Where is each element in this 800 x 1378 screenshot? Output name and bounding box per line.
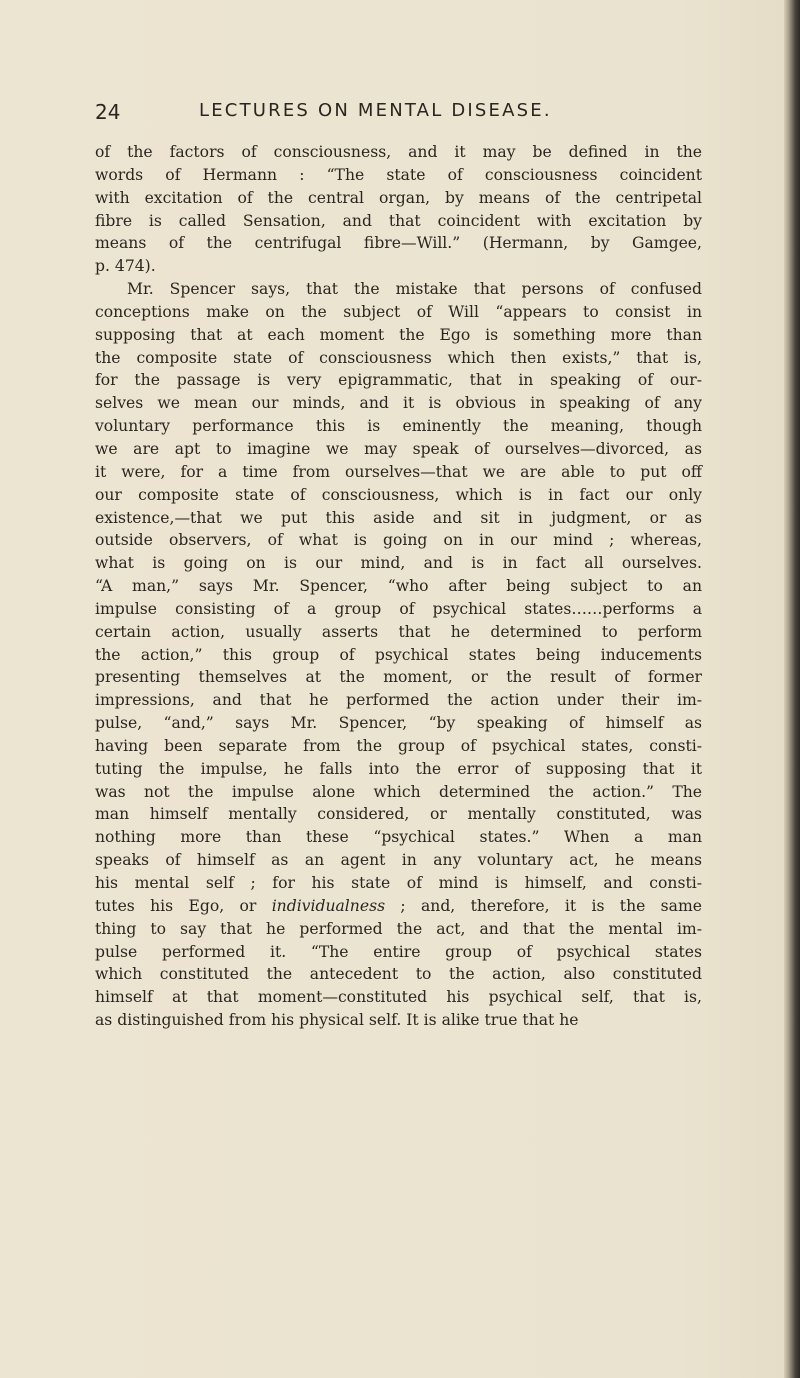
text-line: conceptions make on the subject of Will “appears to consist in xyxy=(95,302,702,321)
text-line: it were, for a time from ourselves—that we are able to put off xyxy=(95,462,702,481)
text-line: existence,—that we put this aside and sit in judgment, or as xyxy=(95,508,702,527)
running-title: LECTURES ON MENTAL DISEASE. xyxy=(199,100,552,121)
text-line: speaks of himself as an agent in any voluntary act, he means xyxy=(95,851,702,870)
text-line: which constituted the antecedent to the action, also constituted xyxy=(95,965,702,984)
text-line: means of the centrifugal fibre—Will.” (Hermann, by Gamgee, xyxy=(95,234,702,253)
text-line: fibre is called Sensation, and that coincident with excitation by xyxy=(95,211,702,230)
text-line: man himself mentally considered, or mentally constituted, was xyxy=(95,805,702,824)
text-line: having been separate from the group of psychical states, consti- xyxy=(95,736,702,755)
text-line: the composite state of consciousness which then exists,” that is, xyxy=(95,348,702,367)
text-line: “A man,” says Mr. Spencer, “who after being subject to an xyxy=(95,577,702,596)
text-line: words of Hermann : “The state of consciousness coincident xyxy=(95,165,702,184)
text-line: certain action, usually asserts that he determined to perform xyxy=(95,622,702,641)
text-line: Mr. Spencer says, that the mistake that persons of confused xyxy=(127,280,702,299)
text-line: presenting themselves at the moment, or the result of former xyxy=(95,668,702,687)
text-line: outside observers, of what is going on in our mind ; whereas, xyxy=(95,531,702,550)
text-line: what is going on is our mind, and is in fact all ourselves. xyxy=(95,554,702,573)
text-line: our composite state of consciousness, which is in fact our only xyxy=(95,485,702,504)
text-line: was not the impulse alone which determined the action.” The xyxy=(95,782,702,801)
text-line: as distinguished from his physical self. It is alike true that he xyxy=(95,1011,579,1030)
text-line: with excitation of the central organ, by means of the centripetal xyxy=(95,188,702,207)
page-edge-shadow xyxy=(784,0,800,1378)
text-line xyxy=(95,895,702,918)
text-line: nothing more than these “psychical states.” When a man xyxy=(95,828,702,847)
text-line: pulse, “and,” says Mr. Spencer, “by speaking of himself as xyxy=(95,714,702,733)
text-line: himself at that moment—constituted his psychical self, that is, xyxy=(95,988,702,1007)
text-fragment: tutes his Ego, or xyxy=(95,896,257,915)
text-line: voluntary performance this is eminently the meaning, though xyxy=(95,417,702,436)
text-line: the action,” this group of psychical states being inducements xyxy=(95,645,702,664)
text-line: tuting the impulse, he falls into the error of supposing that it xyxy=(95,759,702,778)
italic-term: individualness xyxy=(271,896,386,915)
text-line: his mental self ; for his state of mind is himself, and consti- xyxy=(95,874,702,892)
text-line: selves we mean our minds, and it is obvious in speaking of any xyxy=(95,394,702,413)
page-number: 24 xyxy=(95,100,121,124)
text-fragment: ; and, therefore, it is the same xyxy=(385,896,702,915)
text-line: impulse consisting of a group of psychical states……performs a xyxy=(95,599,702,618)
text-line: we are apt to imagine we may speak of ourselves—divorced, as xyxy=(95,439,702,458)
text-line: for the passage is very epigrammatic, that in speaking of our- xyxy=(95,371,702,390)
text-line: thing to say that he performed the act, and that the mental im- xyxy=(95,919,702,938)
text-line: of the factors of consciousness, and it may be defined in the xyxy=(95,143,702,161)
text-line: pulse performed it. “The entire group of psychical states xyxy=(95,942,702,961)
text-line: supposing that at each moment the Ego is something more than xyxy=(95,325,702,344)
running-head xyxy=(95,100,705,128)
text-line: impressions, and that he performed the action under their im- xyxy=(95,691,702,710)
text-line: p. 474). xyxy=(95,257,156,276)
body-text xyxy=(95,141,702,1032)
